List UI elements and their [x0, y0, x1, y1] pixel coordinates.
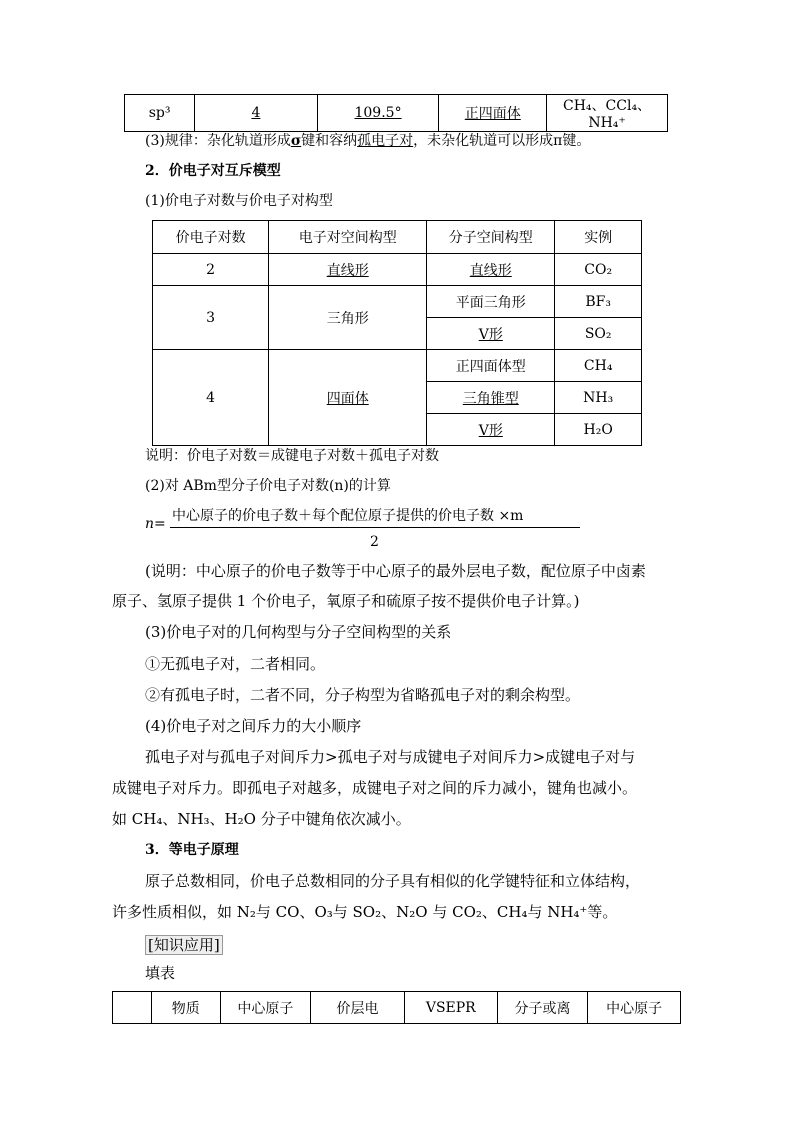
- item-1: ①无孤电子对，二者相同。: [145, 655, 326, 673]
- rule-line: (3)规律：杂化轨道形成σ键和容纳孤电子对，未杂化轨道可以形成π键。: [145, 133, 591, 149]
- formula-numerator: 中心原子的价电子数＋每个配位原子提供的价电子数 ×m: [172, 508, 524, 524]
- repulsion-line-3: 如 CH₄、NH₃、H₂O 分子中键角依次减小。: [112, 810, 411, 828]
- molecule-shape-cell: 平面三角形: [427, 286, 555, 318]
- repulsion-line-2: 成键电子对斥力。即孤电子对越多，成键电子对之间的斥力减小，键角也减小。: [112, 779, 638, 797]
- angle-cell: 109.5°: [317, 95, 439, 132]
- subsection-3-title: (3)价电子对的几何构型与分子空间构型的关系: [145, 623, 452, 641]
- isoelectronic-line-1: 原子总数相同，价电子总数相同的分子具有相似的化学键特征和立体结构，: [145, 872, 641, 890]
- molecule-shape-cell: V形: [427, 318, 555, 350]
- formula-denominator: 2: [370, 534, 379, 550]
- subsection-2-title: (2)对 ABm型分子价电子对数(n)的计算: [145, 478, 391, 494]
- example-cell: BF₃: [555, 286, 642, 318]
- electron-shape-cell: 四面体: [269, 350, 427, 446]
- molecule-shape-cell: 直线形: [427, 254, 555, 286]
- header-cell: 价电子对数: [153, 221, 269, 254]
- header-cell: 分子空间构型: [427, 221, 555, 254]
- pair-count-cell: 2: [153, 254, 269, 286]
- section-2-title: 2．价电子对互斥模型: [145, 163, 281, 179]
- molecule-shape-cell: V形: [427, 414, 555, 446]
- fraction-bar: [170, 527, 580, 528]
- electron-shape-cell: 三角形: [269, 286, 427, 350]
- hybrid-cell: sp³: [125, 95, 195, 132]
- fill-header-cell: 中心原子: [588, 992, 681, 1024]
- fill-header-cell: 分子或离: [497, 992, 588, 1024]
- subsection-1-title: (1)价电子对数与价电子对构型: [145, 193, 333, 209]
- item-2: ②有孤电子时，二者不同，分子构型为省略孤电子对的剩余构型。: [145, 686, 581, 704]
- note-2-line-1: (说明：中心原子的价电子数等于中心原子的最外层电子数，配位原子中卤素: [145, 562, 646, 580]
- fill-header-cell: VSEPR: [404, 992, 497, 1024]
- hybrid-table-row: [124, 94, 668, 132]
- header-cell: 电子对空间构型: [269, 221, 427, 254]
- example-cell: CH₄: [555, 350, 642, 382]
- electron-shape-cell: 直线形: [269, 254, 427, 286]
- note-2-line-2: 原子、氢原子提供 1 个价电子，氧原子和硫原子按不提供价电子计算。): [112, 592, 580, 610]
- formula-lhs: n=: [145, 516, 166, 532]
- count-cell: 4: [195, 95, 317, 132]
- example-cell: CO₂: [555, 254, 642, 286]
- examples-cell: CH₄、CCl₄、NH₄⁺: [547, 95, 668, 132]
- fill-header-cell: 价层电: [311, 992, 405, 1024]
- header-cell: 实例: [555, 221, 642, 254]
- knowledge-tag: [知识应用]: [145, 935, 223, 955]
- molecule-shape-cell: 三角锥型: [427, 382, 555, 414]
- fill-table-label: 填表: [145, 964, 176, 982]
- shape-cell: 正四面体: [439, 95, 547, 132]
- repulsion-line-1: 孤电子对与孤电子对间斥力>孤电子对与成键电子对间斥力>成键电子对与: [145, 748, 636, 766]
- section-3-title: 3．等电子原理: [145, 842, 239, 858]
- subsection-4-title: (4)价电子对之间斥力的大小顺序: [145, 717, 362, 735]
- isoelectronic-line-2: 许多性质相似，如 N₂与 CO、O₃与 SO₂、N₂O 与 CO₂、CH₄与 NH₄⁺等。: [112, 903, 618, 921]
- pair-count-cell: 3: [153, 286, 269, 350]
- fill-header-cell: 中心原子: [220, 992, 311, 1024]
- molecule-shape-cell: 正四面体型: [427, 350, 555, 382]
- example-cell: NH₃: [555, 382, 642, 414]
- fill-header-cell: 物质: [151, 992, 220, 1024]
- pair-count-cell: 4: [153, 350, 269, 446]
- example-cell: H₂O: [555, 414, 642, 446]
- fill-table: [112, 991, 681, 1024]
- vsepr-table: [152, 220, 642, 446]
- note-1: 说明：价电子对数＝成键电子对数＋孤电子对数: [145, 448, 439, 464]
- example-cell: SO₂: [555, 318, 642, 350]
- fill-header-cell: [113, 992, 152, 1024]
